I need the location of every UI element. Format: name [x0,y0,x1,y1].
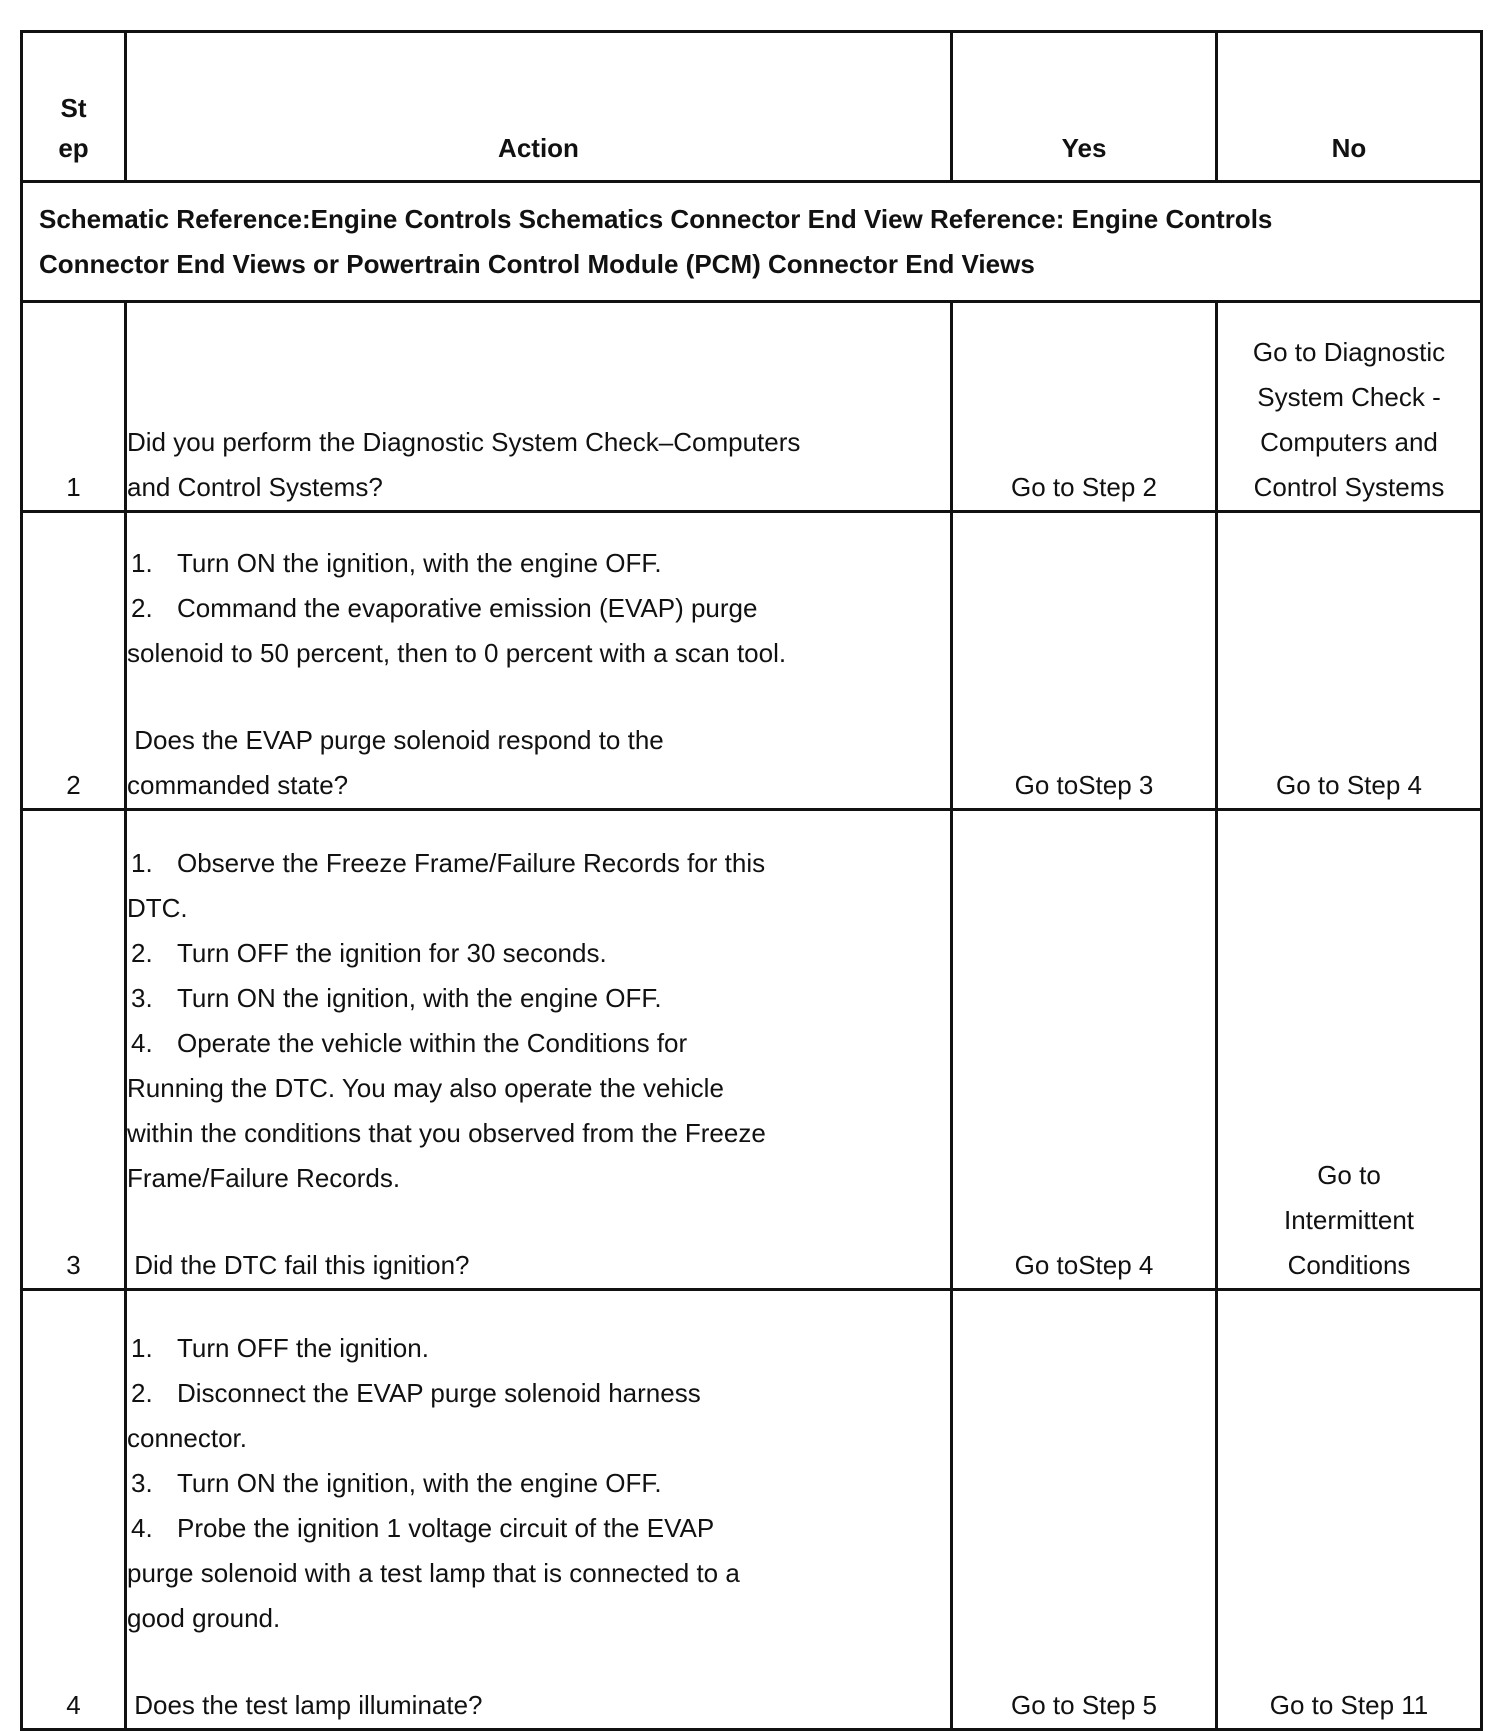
table-row [22,1290,1482,1730]
action-line: connector. [127,1423,247,1453]
header-row [22,32,1482,182]
action-line: solenoid to 50 percent, then to 0 percent with a scan tool. [127,638,787,668]
item-text: Operate the vehicle within the Conditions for [177,1028,688,1058]
step-number: 1 [22,302,126,512]
question-line: commanded state? [127,770,349,800]
action-item [127,1506,950,1551]
action-cell [126,1290,952,1730]
no-cell: Go to Step 4 [1217,512,1482,810]
item-text: Observe the Freeze Frame/Failure Records for this [177,848,766,878]
reference-line-1: Schematic Reference:Engine Controls Schematics Connector End View Reference: Engine Controls [39,203,1273,234]
item-number: 4. [131,1513,153,1543]
item-number: 2. [131,938,153,968]
action-line: Did you perform the Diagnostic System Check–Computers [127,427,801,457]
action-cell [126,810,952,1290]
reference-line-2: Connector End Views or Powertrain Control Module (PCM) Connector End Views [39,248,1035,279]
question-line: Does the test lamp illuminate? [127,1690,483,1720]
action-cell [126,512,952,810]
action-item [127,976,950,1021]
action-line: Frame/Failure Records. [127,1163,401,1193]
question-line: Did the DTC fail this ignition? [127,1250,470,1280]
reference-row [22,182,1482,302]
action-item [127,841,950,886]
step-number: 2 [22,512,126,810]
item-number: 4. [131,1028,153,1058]
action-line: good ground. [127,1603,281,1633]
action-item [127,586,950,631]
item-number: 1. [131,1333,153,1363]
item-text: Turn OFF the ignition. [177,1333,429,1363]
no-line: Go to [1317,1160,1381,1190]
item-text: Turn ON the ignition, with the engine OFF. [177,983,662,1013]
diagnostic-table [20,30,1483,1731]
no-line: Intermittent [1283,1205,1415,1235]
no-line: System Check - [1257,382,1441,412]
item-number: 3. [131,983,153,1013]
item-number: 2. [131,593,153,623]
yes-cell: Go toStep 4 [952,810,1217,1290]
step-number: 4 [22,1290,126,1730]
item-number: 2. [131,1378,153,1408]
no-cell [1217,302,1482,512]
schematic-reference [22,182,1482,302]
action-line: within the conditions that you observed from the Freeze [127,1118,766,1148]
table-row [22,810,1482,1290]
action-line: purge solenoid with a test lamp that is connected to a [127,1558,740,1588]
action-item [127,931,950,976]
action-item [127,1326,950,1371]
item-text: Command the evaporative emission (EVAP) purge [177,593,758,623]
action-item [127,1371,950,1416]
item-number: 1. [131,848,153,878]
table-row [22,512,1482,810]
yes-cell: Go toStep 3 [952,512,1217,810]
question-line: Does the EVAP purge solenoid respond to the [127,725,664,755]
action-line: Running the DTC. You may also operate the vehicle [127,1073,724,1103]
action-cell [126,302,952,512]
table-row [22,302,1482,512]
item-number: 3. [131,1468,153,1498]
item-text: Probe the ignition 1 voltage circuit of the EVAP [177,1513,715,1543]
action-item [127,1021,950,1066]
yes-cell: Go to Step 2 [952,302,1217,512]
item-text: Turn ON the ignition, with the engine OFF. [177,1468,662,1498]
action-item [127,1461,950,1506]
header-action: Action [126,32,952,182]
action-item [127,541,950,586]
no-cell [1217,810,1482,1290]
no-line: Go to Diagnostic [1252,337,1446,367]
item-number: 1. [131,548,153,578]
item-text: Disconnect the EVAP purge solenoid harness [177,1378,701,1408]
yes-cell: Go to Step 5 [952,1290,1217,1730]
item-text: Turn ON the ignition, with the engine OFF. [177,548,662,578]
no-line: Control Systems [1253,472,1445,502]
action-line: DTC. [127,893,188,923]
item-text: Turn OFF the ignition for 30 seconds. [177,938,607,968]
header-step-label: St ep [58,93,89,163]
no-cell: Go to Step 11 [1217,1290,1482,1730]
step-number: 3 [22,810,126,1290]
header-no: No [1217,32,1482,182]
header-yes: Yes [952,32,1217,182]
header-step [22,32,126,182]
no-line: Conditions [1287,1250,1411,1280]
action-line: and Control Systems? [127,472,383,502]
no-line: Computers and [1260,427,1438,457]
